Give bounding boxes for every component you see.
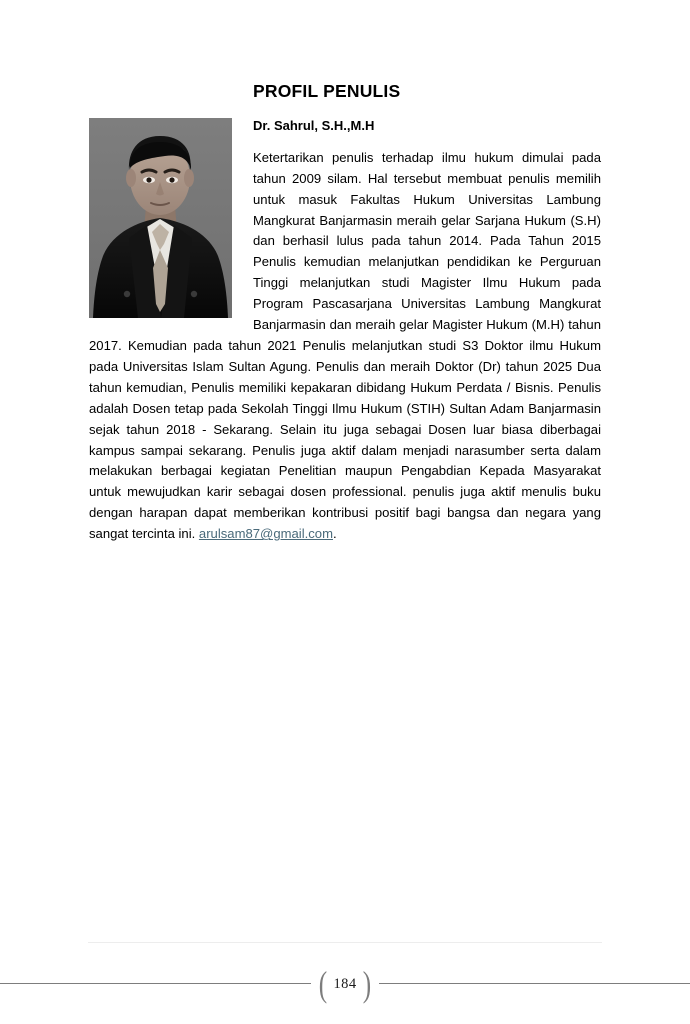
author-name: Dr. Sahrul, S.H.,M.H xyxy=(253,118,375,134)
left-brace-icon: ( xyxy=(318,964,327,1004)
author-email-link[interactable]: arulsam87@gmail.com xyxy=(198,526,333,542)
page-number: 184 xyxy=(333,975,357,992)
footer-page-number-area xyxy=(0,963,690,1005)
footer-hairline-divider xyxy=(88,942,602,943)
page-number-container xyxy=(311,963,380,1005)
author-portrait xyxy=(89,118,232,318)
profile-content xyxy=(89,82,601,545)
page-title: PROFIL PENULIS xyxy=(253,81,401,101)
portrait-illustration xyxy=(89,118,232,318)
email-trailing-period: . xyxy=(333,526,337,542)
biography-text: Ketertarikan penulis terhadap ilmu hukum dimulai pada tahun 2009 silam. Hal tersebut membuat penulis memilih untuk masuk Fakultas Hukum Universitas Lambung Mangkurat Banjarmasin meraih gelar Sarjana Hukum (S.H) dan berhasil lulus pada tahun 2014. Pada Tahun 2015 Penulis kemudian melanjutkan pendidikan ke Perguruan Tinggi melanjutkan studi Magister Ilmu Hukum pada Program Pascasarjana Universitas Lambung Mangkurat Banjarmasin dan meraih gelar Magister Hukum (M.H) tahun 2017. Kemudian pada tahun 2021 Penulis melanjutkan studi S3 Doktor ilmu Hukum pada Universitas Islam Sultan Agung. Penulis dan meraih Doktor (Dr) tahun 2025 Dua tahun kemudian, Penulis memiliki kepakaran dibidang Hukum Perdata / Bisnis. Penulis adalah Dosen tetap pada Sekolah Tinggi Ilmu Hukum (STIH) Sultan Adam Banjarmasin sejak tahun 2018 - Sekarang. Selain itu juga sebagai Dosen luar biasa diberbagai kampus sampai sekarang. Penulis juga aktif dalam menjadi narasumber serta dalam melakukan berbagai kegiatan Penelitian maupun Pengabdian Kepada Masyarakat untuk mewujudkan karir sebagai dosen professional. penulis juga aktif menulis buku dengan harapan dapat memberikan kontribusi positif bagi bangsa dan negara yang sangat tercinta ini. xyxy=(89,149,601,542)
right-brace-icon: ) xyxy=(363,964,372,1004)
